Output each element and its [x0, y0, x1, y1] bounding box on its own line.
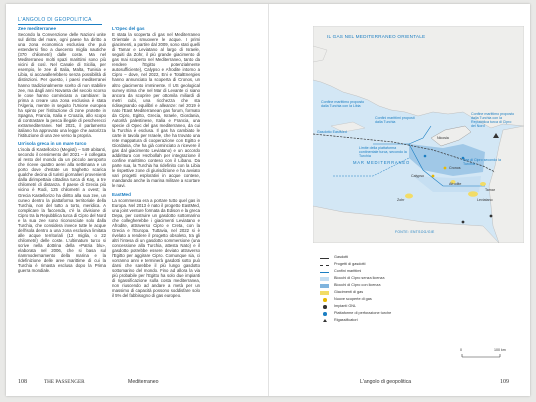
legend-item	[320, 282, 510, 289]
scale-bar-graphic	[460, 351, 510, 361]
legend-swatch	[320, 265, 329, 266]
legend-item	[320, 261, 510, 268]
legend-label: Gasdotti	[334, 255, 349, 259]
label-cronos: Cronos	[449, 166, 461, 170]
subheading-isola: Un'isola greca in un mare turco	[18, 141, 87, 147]
legend-item	[320, 317, 510, 324]
legend-item	[320, 310, 510, 317]
legend-item	[320, 289, 510, 296]
map-scale-bar	[460, 348, 510, 358]
label-nicosia: Nicosia	[437, 136, 449, 140]
paragraph-isola: L'isola di Kastellorizo (Megisti) – 549 abitanti, secondo il censimento del 2021 – è collegata al resto del mondo da un piccolo aeroporto che riceve quattro aerei alla settimana e un porto dove d'estate un traghetto scarica qualche decina di turisti giornalieri provenienti dalla dirimpettaia cittadina turca di Kaş, a tre chilometri di distanza. Il paese di Grecia più vicino è Rodi, 125 chilometri a ovest; la Grecia Kastellorizo ha diritto alla sua zee, un cuneo dentro la piattaforma territoriale della Turchia, non del tutto a torto, meridica. A complicare la faccenda, c'è la divisione di Cipro tra la Repubblica turca di Cipro del Nord e la sua zee sono riconosciute solo dalla Turchia, che considera invece tutte le acque dell'isola dentro a una zona esclusiva limitata alle acque territoriali (12 miglia, o 22 chilometri) delle coste. L'ultimatum turco si scrive nella dottrina della «Patria blu», elaborata nel 2006, che si basa sul riammodernamento della marina e la ridefinizione delle aree marittime di cui la Turchia è rimasta esclusa dopo la Prima guerra mondiale.	[18, 147, 106, 274]
legend-item	[320, 268, 510, 275]
label-eastmed: Gasdotto EastMed	[317, 130, 347, 134]
legend-swatch	[323, 298, 327, 302]
label-tamar: Tamar	[485, 188, 495, 192]
label-calypso: Calypso	[411, 174, 424, 178]
section-rule	[18, 24, 102, 25]
magazine-name: THE PASSENGER	[44, 379, 85, 385]
subheading-eastmed: EastMed	[112, 191, 131, 197]
label-confine-cipro-nord: Confine marittimo proposto dalla Turchia con la Repubblica turca di Cipro del Nord	[471, 112, 515, 128]
paragraph-opec: E stata la scoperta di gas nel Mediterraneo Orientale a smuovere le acque. I primi giacimenti, a partire dal 2009, sono stati quelli di Tamar e Leviatano al largo di Israele, seguiti da Zohr, il più grande giacimento di gas mai scoperto nel Mediterraneo, tanto da rendere l'Egitto potenzialmente autosufficiente), Calypso e Afrodite intorno a Cipro – dove, nel 2022, Eni e TotalEnergies hanno annunciato la scoperta di Cronos, un altro giacimento imminente. Il US geological survey stima che nel Mar di Levante ci siano ancora da scoprire per ottomila miliardi di metri cubi, una ricchezza che sta ridisegnando equilibri e alleanze: nel 2019 è nato l'East Mediterranean gas forum, formato da Cipro, Egitto, Grecia, Israele, Giordania, Autorità palestinese, Italia e Francia, una specie di Opec del gas mediterraneo, da cui la Turchia è esclusa. Il gas ha cambiato le carte in tavola per Israele, che ha trovato una rete mappatura di cooperazione con Egitto e Giordania, che ha già cominciato a ricevere il gas dal giacimento Leviatano) e un accordo addirittura con Hezbollah per integrazione il confine marittimo conteso con il Libano. Da parte sua, la Turchia ha ridefinito con la Libia le rispettive zone di giurisdizione e ha avviato vari progetti esplorativi in acque contese, mandando anche la marina militare a scortare le navi.	[112, 32, 200, 189]
gas-map	[313, 26, 524, 243]
legend-swatch	[320, 277, 329, 281]
legend-swatch	[323, 319, 327, 322]
legend-item	[320, 275, 510, 282]
legend-swatch	[323, 312, 327, 316]
legend-label: Impianti GNL	[334, 304, 357, 308]
map-legend	[320, 254, 510, 324]
issue-section: Mediterraneo	[128, 379, 159, 385]
subheading-opec: L'Opec del gas	[112, 26, 145, 31]
label-leviatano: Leviatano	[477, 198, 493, 202]
sea-label: MAR MEDITERRANEO	[353, 160, 411, 165]
paragraph-zee: Secondo la Convenzione delle Nazioni unite sul diritto del mare, ogni paese ha diritto a una zona economica esclusiva che può estendersi fino a duecento miglia nautiche (370 chilometri) dalle coste. Ma nel Mediterraneo molti spazi marittimi sono più vicini di così. Nel Canale di Sicilia, per esempio, le zee di Italia, Malta, Tunisia e Libia, si accavallerebbero senza possibilità di distinzioni. Per questo, i paesi mediterranei hanno tradizionalmente scelto di non stabilire zee, ma dagli anni Novanta del secolo scorso le cose hanno cominciato a cambiare: la prima a creare una zona esclusiva è stata l'Algeria, mentre in seguito l'Unione europea ha spinto per l'istituzione di zone protette in Spagna, Francia, Italia e Croazia, allo scopo di contrastare la pesca illegale di pescherecci extramediterranei. Nel 2021, il parlamento italiano ha approvato una legge che autorizza l'istituzione di una zee verso la propria.	[18, 32, 106, 138]
label-zohr: Zohr	[397, 198, 405, 202]
legend-label: Blocchi di Cipro senza licenza	[334, 276, 385, 280]
label-piattaforma: Limite della piattaforma continentale turca, secondo la Turchia	[359, 146, 407, 158]
page-number-right: 109	[500, 379, 509, 385]
legend-swatch	[323, 305, 327, 309]
legend-swatch	[320, 284, 329, 288]
label-confine-libia: Confine marittimo proposto dalla Turchia con la Libia	[321, 100, 365, 108]
chapter-name: L'angolo di geopolitica	[360, 379, 412, 385]
map-title: IL GAS NEL MEDITERRANEO ORIENTALE	[327, 34, 426, 39]
legend-label: Progetti di gasdotti	[334, 262, 366, 266]
legend-item	[320, 303, 510, 310]
label-zee-cipro: Zee di Cipro secondo la Turchia	[463, 158, 501, 166]
text-column-2	[112, 26, 200, 364]
legend-swatch	[320, 258, 329, 259]
legend-label: Rigassificatori	[334, 318, 358, 322]
legend-label: Confini marittimi	[334, 269, 362, 273]
legend-label: Giacimenti di gas	[334, 290, 364, 294]
legend-label: Piattaforme di perforazione turche	[334, 311, 392, 315]
legend-label: Nuove scoperte di gas	[334, 297, 372, 301]
scale-end: 100 km	[494, 348, 506, 352]
page-gutter	[268, 4, 269, 396]
legend-item	[320, 296, 510, 303]
map-source: FONTE: ENTSOG/GIE	[395, 230, 435, 234]
legend-label: Blocchi di Cipro con licenza	[334, 283, 381, 287]
text-column-1	[18, 26, 106, 364]
legend-swatch	[320, 272, 329, 273]
legend-swatch	[320, 291, 329, 295]
paragraph-eastmed: La scommessa era a portare tutto quel gas in Europa. Nel 2013 è nato il progetto EastMed, una joint venture formata da Edison e la greca Depa, per costruire un gasdotto sottomarino che collegherebbe i giacimenti Leviatano e Afrodite, attraverso Cipro e Creta, con la Grecia e l'Europa. Tuttavia, nel 2022 si è rivelato a rendere il progetto obsoleto, tra gli altri l'intesa di un gasdotto sommersione (una concessione alla Turchia, attesta Nato) e il gasdotto potrebbe essere deviato attraverso l'Egitto per aggirare Cipro. Comunque sia, ci vorranno anni e terminerà gasdotti sotto può darsi che sarebbe il più lungo gasdotto sottomarino del mondo. Fino ad allora la via più probabile per l'Egitto ha solo due impianti di rigassificazione sulla costa mediterranea, non riuscendo ad andare a metà per un massimo di capacità possono soddisfare solo il 5% del fabbisogno di gas europeo.	[112, 197, 200, 299]
legend-item	[320, 254, 510, 261]
map-graphic	[313, 26, 524, 243]
page-number-left: 108	[18, 379, 27, 385]
label-confini-turchia: Confini marittimi proposti dalla Turchia	[375, 116, 415, 124]
scale-start: 0	[460, 348, 462, 352]
label-afrodite: Afrodite	[449, 182, 462, 186]
subheading-zee: Zee mediterranee	[18, 26, 57, 31]
section-title: L'ANGOLO DI GEOPOLITICA	[18, 17, 92, 23]
